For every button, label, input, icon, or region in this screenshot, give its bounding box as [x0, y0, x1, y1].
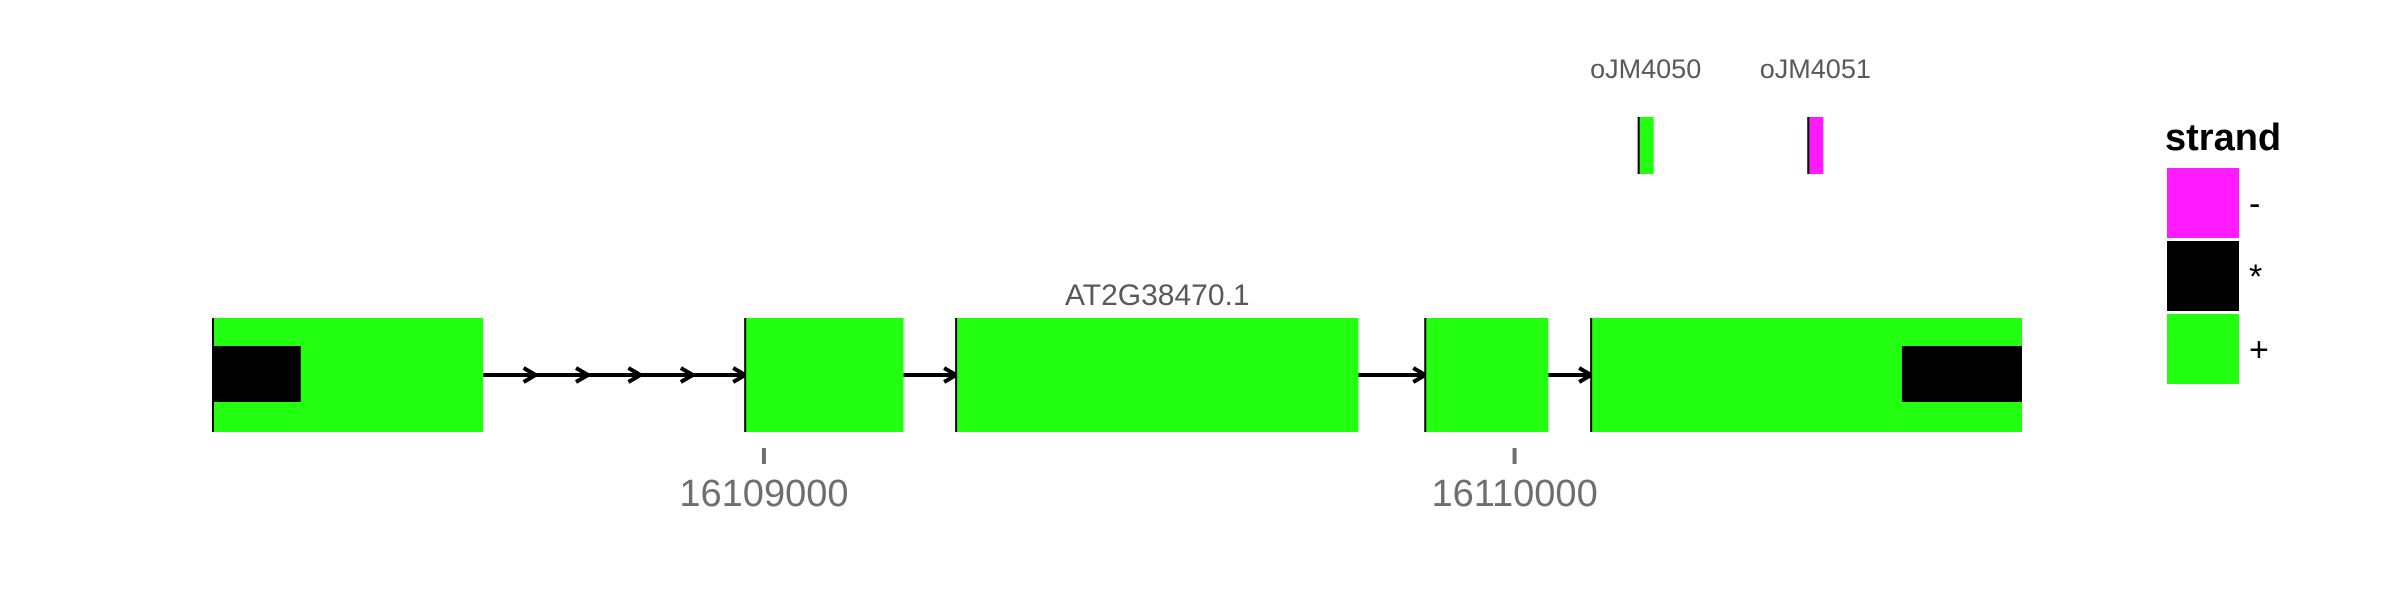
legend-key — [2167, 168, 2239, 238]
x-tick-label: 16110000 — [1431, 473, 1598, 515]
utr-block — [1902, 346, 2022, 402]
utr-block — [213, 346, 301, 402]
primer-block — [1807, 117, 1823, 174]
x-axis — [679, 448, 1597, 515]
legend-key — [2167, 314, 2239, 384]
exon-block — [745, 318, 903, 432]
primer-track — [1590, 54, 1871, 174]
legend-key — [2167, 241, 2239, 311]
legend — [2165, 117, 2281, 384]
exon-block — [956, 318, 1358, 432]
primer-block — [1638, 117, 1654, 174]
legend-label: - — [2249, 185, 2261, 223]
legend-title: strand — [2165, 117, 2282, 159]
transcript-label: AT2G38470.1 — [1064, 279, 1250, 312]
primer-label: oJM4050 — [1590, 54, 1702, 84]
legend-label: + — [2249, 331, 2269, 369]
legend-label: * — [2249, 258, 2263, 296]
exon-block — [1425, 318, 1548, 432]
x-tick-label: 16109000 — [679, 473, 849, 515]
primer-label: oJM4051 — [1759, 54, 1871, 84]
